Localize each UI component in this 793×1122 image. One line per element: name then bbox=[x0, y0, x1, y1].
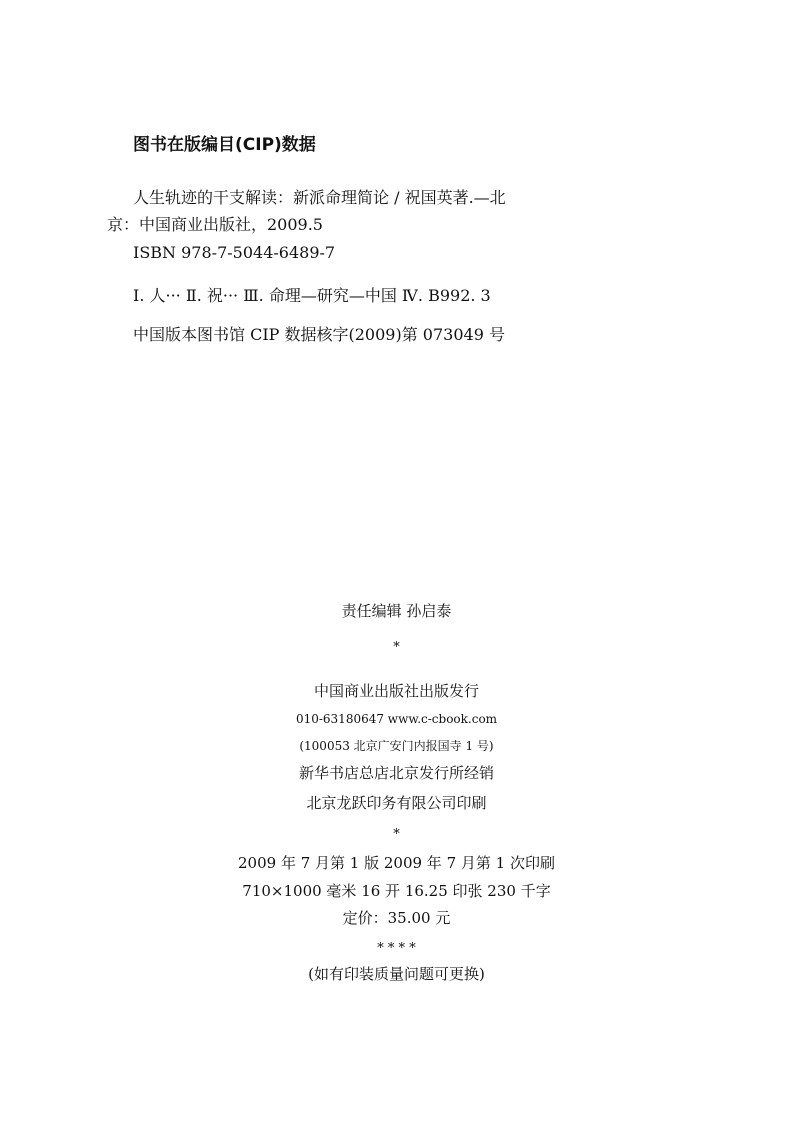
separator-stars: * * * * bbox=[377, 941, 416, 956]
subject-headings: Ⅰ. 人··· Ⅱ. 祝··· Ⅲ. 命理—研究—中国 Ⅳ. B992. 3 bbox=[133, 286, 491, 305]
separator-star: * bbox=[393, 640, 400, 655]
isbn: ISBN 978-7-5044-6489-7 bbox=[133, 243, 336, 262]
format-line: 710×1000 毫米 16 开 16.25 印张 230 千字 bbox=[242, 882, 551, 900]
cip-record-line-2: 京：中国商业出版社，2009.5 bbox=[107, 215, 323, 234]
separator-star: * bbox=[393, 827, 400, 842]
price-line: 定价：35.00 元 bbox=[342, 909, 451, 927]
printer-line: 北京龙跃印务有限公司印刷 bbox=[306, 794, 487, 812]
cip-heading: 图书在版编目(CIP)数据 bbox=[133, 135, 316, 155]
contact-line: 010-63180647 www.c-cbook.com bbox=[295, 712, 498, 726]
cip-record-line-1: 人生轨迹的干支解读：新派命理简论 / 祝国英著.—北 bbox=[133, 188, 506, 207]
replacement-notice: (如有印装质量问题可更换) bbox=[308, 965, 485, 983]
responsible-editor: 责任编辑 孙启泰 bbox=[341, 602, 452, 620]
address-line: (100053 北京广安门内报国寺 1 号) bbox=[299, 739, 494, 753]
publisher-line: 中国商业出版社出版发行 bbox=[313, 682, 479, 700]
edition-line: 2009 年 7 月第 1 版 2009 年 7 月第 1 次印刷 bbox=[238, 854, 555, 872]
distributor-line: 新华书店总店北京发行所经销 bbox=[298, 764, 494, 782]
cip-verification-number: 中国版本图书馆 CIP 数据核字(2009)第 073049 号 bbox=[133, 325, 505, 344]
